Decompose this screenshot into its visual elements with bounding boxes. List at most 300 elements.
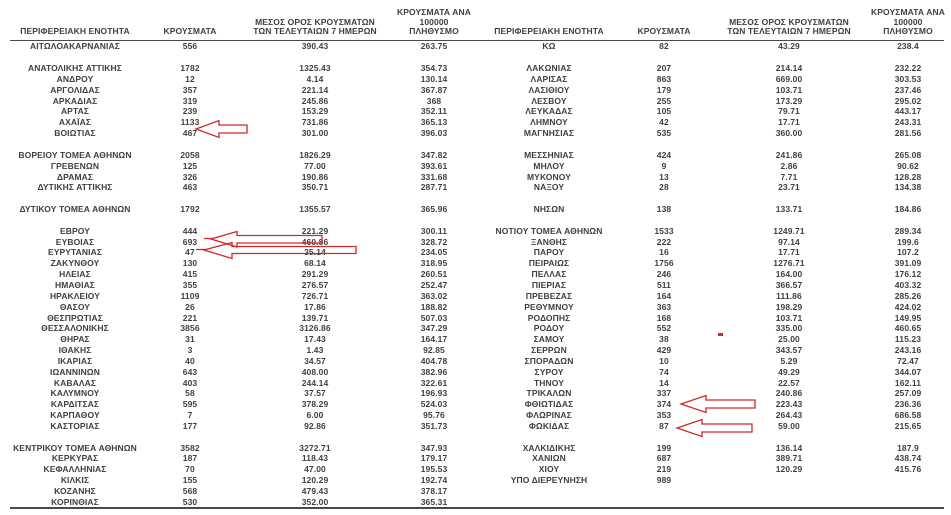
region-name-cell: ΑΝΑΤΟΛΙΚΗΣ ΑΤΤΙΚΗΣ [28, 63, 122, 74]
per100k-cell: 443.17 [894, 106, 922, 117]
cases-cell: 179 [656, 84, 672, 95]
region-name-cell: ΤΡΙΚΑΛΩΝ [526, 388, 572, 399]
avg7-cell: 103.71 [775, 84, 803, 95]
table-row [6, 464, 476, 475]
avg7-cell: 92.86 [304, 420, 326, 431]
per100k-cell: 196.93 [420, 388, 448, 399]
cases-cell: 363 [656, 301, 672, 312]
region-name-cell: ΞΑΝΘΗΣ [530, 236, 568, 247]
region-name-cell: ΘΕΣΣΑΛΟΝΙΚΗΣ [41, 323, 109, 334]
cases-cell: 74 [659, 366, 669, 377]
region-name-cell: ΡΟΔΟΠΗΣ [527, 312, 571, 323]
avg7-cell: 173.29 [775, 95, 803, 106]
region-name-cell: ΜΕΣΣΗΝΙΑΣ [524, 149, 574, 160]
cases-cell: 989 [656, 475, 672, 486]
table-row [480, 475, 950, 486]
region-name-cell: ΚΟΖΑΝΗΣ [54, 486, 96, 497]
per100k-cell: 134.38 [894, 182, 922, 193]
cases-cell: 255 [656, 95, 672, 106]
cases-cell: 552 [656, 323, 672, 334]
cases-cell: 87 [659, 420, 669, 431]
region-name-cell: ΙΘΑΚΗΣ [58, 345, 92, 356]
table-row [480, 366, 950, 377]
region-name-cell: ΚΕΝΤΡΙΚΟΥ ΤΟΜΕΑ ΑΘΗΝΩΝ [13, 442, 137, 453]
avg7-cell: 17.71 [778, 117, 800, 128]
region-name-cell: ΘΕΣΠΡΩΤΙΑΣ [47, 312, 103, 323]
cases-cell: 1133 [180, 117, 200, 128]
region-name-cell: ΑΧΑΪΑΣ [58, 117, 92, 128]
cases-cell: 1109 [180, 290, 200, 301]
region-name-cell: ΧΑΛΚΙΔΙΚΗΣ [522, 442, 576, 453]
cases-cell: 643 [182, 366, 198, 377]
table-row [6, 128, 476, 139]
avg7-cell: 17.86 [304, 301, 326, 312]
region-name-cell: ΥΠΟ ΔΙΕΡΕΥΝΗΣΗ [510, 475, 588, 486]
per100k-cell: 128.28 [894, 171, 922, 182]
cases-cell: 199 [656, 442, 672, 453]
region-name-cell: ΑΡΤΑΣ [60, 106, 90, 117]
table-row [6, 453, 476, 464]
cases-cell: 130 [182, 258, 198, 269]
cases-cell: 693 [182, 236, 198, 247]
per100k-cell: 365.96 [420, 204, 448, 215]
table-row [6, 84, 476, 95]
avg7-cell: 153.29 [301, 106, 329, 117]
table-row [480, 421, 950, 432]
table-row [6, 247, 476, 258]
per100k-cell: 396.03 [420, 128, 448, 139]
table-row [480, 247, 950, 258]
region-name-cell: ΗΛΕΙΑΣ [59, 269, 91, 280]
region-name-cell: ΦΩΚΙΔΑΣ [528, 420, 570, 431]
avg7-cell: 731.86 [301, 117, 329, 128]
region-name-cell: ΛΑΡΙΣΑΣ [530, 73, 568, 84]
region-name-cell: ΧΑΝΙΩΝ [532, 453, 566, 464]
avg7-cell: 47.00 [304, 464, 326, 475]
region-name-cell: ΕΥΒΟΙΑΣ [55, 236, 95, 247]
cases-cell: 463 [182, 182, 198, 193]
cases-cell: 595 [182, 399, 198, 410]
per100k-cell: 162.11 [894, 377, 922, 388]
cases-cell: 14 [659, 377, 669, 388]
region-name-cell: ΠΙΕΡΙΑΣ [531, 279, 567, 290]
avg7-cell: 4.14 [306, 73, 324, 84]
cases-cell: 1782 [180, 63, 200, 74]
table-row [480, 171, 950, 182]
table-row-blank [480, 193, 950, 204]
per100k-cell: 176.12 [894, 269, 922, 280]
region-name-cell: ΑΡΓΟΛΙΔΑΣ [50, 84, 100, 95]
region-name-cell: ΠΡΕΒΕΖΑΣ [525, 290, 573, 301]
avg7-cell: 366.57 [775, 279, 803, 290]
avg7-cell: 479.43 [301, 486, 329, 497]
table-row [480, 258, 950, 269]
header-per100k-line1: ΚΡΟΥΣΜΑΤΑ ΑΝΑ 100000 [871, 7, 945, 27]
per100k-cell: 130.14 [420, 73, 448, 84]
avg7-cell: 136.14 [775, 442, 803, 453]
header-region [6, 6, 144, 40]
cases-cell: 155 [182, 475, 198, 486]
region-name-cell: ΜΑΓΝΗΣΙΑΣ [523, 128, 575, 139]
table-row [6, 171, 476, 182]
per100k-cell: 331.68 [420, 171, 448, 182]
header-region-label: ΠΕΡΙΦΕΡΕΙΑΚΗ ΕΝΟΤΗΤΑ [20, 26, 130, 37]
avg7-cell: 301.00 [301, 128, 329, 139]
cases-cell: 187 [182, 453, 198, 464]
avg7-cell: 111.86 [776, 290, 802, 301]
region-name-cell: ΗΡΑΚΛΕΙΟΥ [49, 290, 101, 301]
cases-cell: 164 [656, 290, 672, 301]
table-row [6, 74, 476, 85]
region-name-cell: ΝΑΞΟΥ [533, 182, 565, 193]
cases-cell: 125 [182, 160, 198, 171]
region-name-cell: ΖΑΚΥΝΘΟΥ [50, 258, 100, 269]
table-row [6, 377, 476, 388]
cases-cell: 444 [182, 225, 198, 236]
cases-cell: 221 [182, 312, 198, 323]
per100k-cell: 281.56 [894, 128, 922, 139]
table-left-rows [6, 41, 476, 507]
avg7-cell: 244.14 [301, 377, 329, 388]
region-name-cell: ΝΟΤΙΟΥ ΤΟΜΕΑ ΑΘΗΝΩΝ [495, 225, 603, 236]
table-row [480, 269, 950, 280]
cases-cell: 42 [659, 117, 669, 128]
table-row [480, 95, 950, 106]
table-row [480, 182, 950, 193]
per100k-cell: 363.02 [420, 290, 448, 301]
cases-cell: 222 [656, 236, 672, 247]
cases-cell: 403 [182, 377, 198, 388]
avg7-cell: 343.57 [775, 345, 803, 356]
table-row [480, 290, 950, 301]
region-name-cell: ΛΑΣΙΘΙΟΥ [528, 84, 570, 95]
table-row [480, 410, 950, 421]
avg7-cell: 240.86 [775, 388, 803, 399]
table-row [6, 160, 476, 171]
per100k-cell: 524.03 [420, 399, 448, 410]
table-row [480, 128, 950, 139]
avg7-cell: 335.00 [775, 323, 803, 334]
table-row [480, 334, 950, 345]
region-name-cell: ΓΡΕΒΕΝΩΝ [50, 160, 100, 171]
avg7-cell: 223.43 [775, 399, 803, 410]
avg7-cell: 37.57 [304, 388, 326, 399]
per100k-cell: 234.05 [420, 247, 448, 258]
cases-cell: 511 [656, 279, 671, 290]
cases-cell: 863 [656, 73, 672, 84]
cases-cell: 568 [182, 486, 198, 497]
cases-cell: 219 [656, 464, 672, 475]
per100k-cell: 237.46 [894, 84, 922, 95]
avg7-cell: 6.00 [306, 410, 324, 421]
region-name-cell: ΣΥΡΟΥ [534, 366, 564, 377]
per100k-cell: 232.22 [894, 63, 922, 74]
avg7-cell: 103.71 [775, 312, 803, 323]
table-row [480, 106, 950, 117]
per100k-cell: 344.07 [894, 366, 922, 377]
per100k-cell: 404.78 [420, 355, 448, 366]
avg7-cell: 17.71 [778, 247, 800, 258]
per100k-cell: 285.26 [894, 290, 922, 301]
cases-cell: 105 [656, 106, 672, 117]
region-name-cell: ΛΕΥΚΑΔΑΣ [525, 106, 573, 117]
cases-cell: 246 [656, 269, 672, 280]
avg7-cell: 241.86 [775, 149, 803, 160]
avg7-cell: 118.43 [301, 453, 329, 464]
cases-cell: 239 [182, 106, 198, 117]
per100k-cell: 391.09 [894, 258, 922, 269]
region-name-cell: ΚΕΡΚΥΡΑΣ [51, 453, 99, 464]
region-name-cell: ΚΑΒΑΛΑΣ [53, 377, 97, 388]
avg7-cell: 35.14 [304, 247, 326, 258]
header-per100k-line1: ΚΡΟΥΣΜΑΤΑ ΑΝΑ 100000 [397, 7, 471, 27]
cases-cell: 353 [656, 410, 672, 421]
avg7-cell: 669.00 [775, 73, 803, 84]
table-row [6, 388, 476, 399]
table-row-blank [480, 52, 950, 63]
table-row-blank [480, 139, 950, 150]
table-row [6, 399, 476, 410]
header-avg7-line2: ΤΩΝ ΤΕΛΕΥΤΑΙΩΝ 7 ΗΜΕΡΩΝ [727, 26, 851, 37]
per100k-cell: 289.34 [894, 225, 922, 236]
per100k-cell: 303.53 [894, 73, 922, 84]
cases-cell: 3582 [180, 442, 200, 453]
cases-cell: 31 [185, 334, 195, 345]
table-row [480, 442, 950, 453]
region-name-cell: ΛΕΣΒΟΥ [531, 95, 567, 106]
per100k-cell: 236.36 [894, 399, 922, 410]
avg7-cell: 17.43 [304, 334, 326, 345]
table-row [6, 106, 476, 117]
table-row [480, 280, 950, 291]
cases-cell: 424 [656, 149, 672, 160]
table-row [6, 149, 476, 160]
avg7-cell: 390.43 [301, 41, 329, 52]
avg7-cell: 3126.86 [299, 323, 331, 334]
avg7-cell: 214.14 [775, 63, 803, 74]
region-name-cell: ΚΟΡΙΝΘΙΑΣ [51, 496, 99, 507]
region-name-cell: ΠΑΡΟΥ [533, 247, 565, 258]
region-name-cell: ΔΡΑΜΑΣ [56, 171, 94, 182]
avg7-cell: 1249.71 [773, 225, 805, 236]
avg7-cell: 5.29 [780, 355, 798, 366]
header-rule [10, 40, 944, 41]
region-name-cell: ΚΑΣΤΟΡΙΑΣ [50, 420, 100, 431]
avg7-cell: 79.71 [778, 106, 800, 117]
table-right-header [480, 6, 950, 40]
avg7-cell: 7.71 [780, 171, 798, 182]
avg7-cell: 43.29 [778, 41, 800, 52]
table-row [480, 41, 950, 52]
region-name-cell: ΘΗΡΑΣ [60, 334, 90, 345]
cases-cell: 1792 [180, 204, 200, 215]
region-name-cell: ΜΥΚΟΝΟΥ [527, 171, 571, 182]
table-row [480, 377, 950, 388]
header-per100k [868, 6, 948, 40]
per100k-cell: 164.17 [420, 334, 448, 345]
per100k-cell: 192.74 [420, 475, 448, 486]
per100k-cell: 322.61 [420, 377, 448, 388]
region-name-cell: ΙΚΑΡΙΑΣ [57, 355, 93, 366]
region-name-cell: ΧΙΟΥ [538, 464, 560, 475]
table-row [6, 95, 476, 106]
cases-cell: 1756 [654, 258, 674, 269]
table-row [480, 464, 950, 475]
cases-cell: 319 [182, 95, 198, 106]
per100k-cell: 318.95 [420, 258, 448, 269]
cases-cell: 415 [182, 269, 198, 280]
region-name-cell: ΡΕΘΥΜΝΟΥ [524, 301, 574, 312]
header-per100k-line2: ΠΛΗΘΥΣΜΟ [409, 26, 459, 37]
table-right-rows [480, 41, 950, 486]
cases-cell: 3 [187, 345, 193, 356]
per100k-cell: 90.62 [897, 160, 919, 171]
table-row [480, 453, 950, 464]
per100k-cell: 686.58 [894, 410, 922, 421]
table-row [6, 323, 476, 334]
region-name-cell: ΚΙΛΚΙΣ [60, 475, 90, 486]
per100k-cell: 263.75 [420, 41, 448, 52]
avg7-cell: 1826.29 [299, 149, 331, 160]
per100k-cell: 403.32 [894, 279, 922, 290]
avg7-cell: 1325.43 [299, 63, 331, 74]
per100k-cell: 287.71 [420, 182, 448, 193]
header-avg7 [236, 6, 394, 40]
cases-cell: 26 [185, 301, 195, 312]
table-row [480, 388, 950, 399]
per100k-cell: 382.96 [420, 366, 448, 377]
table-row [6, 225, 476, 236]
region-name-cell: ΣΑΜΟΥ [533, 334, 565, 345]
table-row [480, 301, 950, 312]
header-avg7-line1: ΜΕΣΟΣ ΟΡΟΣ ΚΡΟΥΣΜΑΤΩΝ [729, 16, 849, 27]
table-row [6, 486, 476, 497]
per100k-cell: 328.72 [420, 236, 448, 247]
avg7-cell: 352.00 [301, 496, 329, 507]
cases-cell: 82 [659, 41, 669, 52]
avg7-cell: 59.00 [778, 420, 800, 431]
table-row [6, 442, 476, 453]
table-row [480, 236, 950, 247]
region-name-cell: ΠΕΛΛΑΣ [531, 269, 567, 280]
per100k-cell: 354.73 [420, 63, 448, 74]
header-cases-label: ΚΡΟΥΣΜΑΤΑ [163, 26, 217, 37]
bottom-rule [10, 507, 944, 509]
region-name-cell: ΗΜΑΘΙΑΣ [54, 279, 96, 290]
per100k-cell: 243.31 [894, 117, 922, 128]
table-row [6, 366, 476, 377]
table-row [6, 182, 476, 193]
avg7-cell: 3272.71 [299, 442, 331, 453]
region-name-cell: ΛΗΜΝΟΥ [530, 117, 568, 128]
avg7-cell: 276.57 [301, 279, 329, 290]
per100k-cell: 184.86 [894, 204, 922, 215]
avg7-cell: 68.14 [304, 258, 326, 269]
per100k-cell: 347.93 [420, 442, 448, 453]
region-name-cell: ΑΝΔΡΟΥ [56, 73, 94, 84]
avg7-cell: 1355.57 [299, 204, 331, 215]
avg7-cell: 291.29 [301, 269, 329, 280]
region-name-cell: ΚΑΡΠΑΘΟΥ [50, 410, 100, 421]
table-row [6, 236, 476, 247]
per100k-cell: 95.76 [423, 410, 445, 421]
per100k-cell: 187.9 [897, 442, 919, 453]
table-row [480, 355, 950, 366]
region-name-cell: ΛΑΚΩΝΙΑΣ [526, 63, 572, 74]
per100k-cell: 243.16 [894, 345, 922, 356]
cases-cell: 12 [185, 73, 195, 84]
per100k-cell: 265.08 [894, 149, 922, 160]
avg7-cell: 198.29 [775, 301, 803, 312]
table-row [6, 204, 476, 215]
per100k-cell: 107.2 [897, 247, 919, 258]
avg7-cell: 350.71 [301, 182, 329, 193]
per100k-cell: 260.51 [420, 269, 448, 280]
table-row [480, 399, 950, 410]
cases-cell: 138 [656, 204, 672, 215]
cases-cell: 47 [185, 247, 195, 258]
table-row [480, 84, 950, 95]
cases-cell: 530 [182, 496, 198, 507]
avg7-cell: 408.00 [301, 366, 329, 377]
region-name-cell: ΒΟΡΕΙΟΥ ΤΟΜΕΑ ΑΘΗΝΩΝ [18, 149, 132, 160]
per100k-cell: 300.11 [420, 225, 448, 236]
header-per100k-line2: ΠΛΗΘΥΣΜΟ [883, 26, 933, 37]
avg7-cell: 77.00 [304, 160, 326, 171]
per100k-cell: 347.29 [420, 323, 448, 334]
per100k-cell: 352.11 [420, 106, 448, 117]
table-row-blank [6, 52, 476, 63]
avg7-cell: 221.29 [301, 225, 329, 236]
region-name-cell: ΚΑΛΥΜΝΟΥ [50, 388, 100, 399]
header-cases [144, 6, 236, 40]
per100k-cell: 188.82 [420, 301, 448, 312]
table-row [480, 160, 950, 171]
cases-cell: 13 [659, 171, 669, 182]
per100k-cell: 393.61 [420, 160, 448, 171]
cases-cell: 467 [182, 128, 198, 139]
table-row [6, 41, 476, 52]
per100k-cell: 238.4 [897, 41, 919, 52]
table-row [6, 117, 476, 128]
cases-cell: 374 [656, 399, 672, 410]
table-row [6, 312, 476, 323]
table-row [6, 269, 476, 280]
per100k-cell: 351.73 [420, 420, 448, 431]
region-name-cell: ΙΩΑΝΝΙΝΩΝ [50, 366, 100, 377]
table-row [6, 355, 476, 366]
per100k-cell: 115.23 [894, 334, 922, 345]
header-avg7 [710, 6, 868, 40]
avg7-cell: 164.00 [775, 269, 803, 280]
per100k-cell: 92.85 [423, 345, 445, 356]
region-name-cell: ΤΗΝΟΥ [533, 377, 564, 388]
cases-cell: 429 [656, 345, 672, 356]
region-name-cell: ΜΗΛΟΥ [533, 160, 565, 171]
table-row-blank [6, 215, 476, 226]
cases-cell: 168 [656, 312, 672, 323]
region-name-cell: ΦΘΙΩΤΙΔΑΣ [524, 399, 574, 410]
avg7-cell: 1.43 [306, 345, 324, 356]
cases-cell: 2058 [180, 149, 200, 160]
region-name-cell: ΕΒΡΟΥ [59, 225, 91, 236]
per100k-cell: 72.47 [897, 355, 919, 366]
region-name-cell: ΑΡΚΑΔΙΑΣ [52, 95, 98, 106]
cases-cell: 556 [182, 41, 198, 52]
per100k-cell: 215.65 [894, 420, 922, 431]
per100k-cell: 257.09 [894, 388, 922, 399]
cases-cell: 326 [182, 171, 198, 182]
